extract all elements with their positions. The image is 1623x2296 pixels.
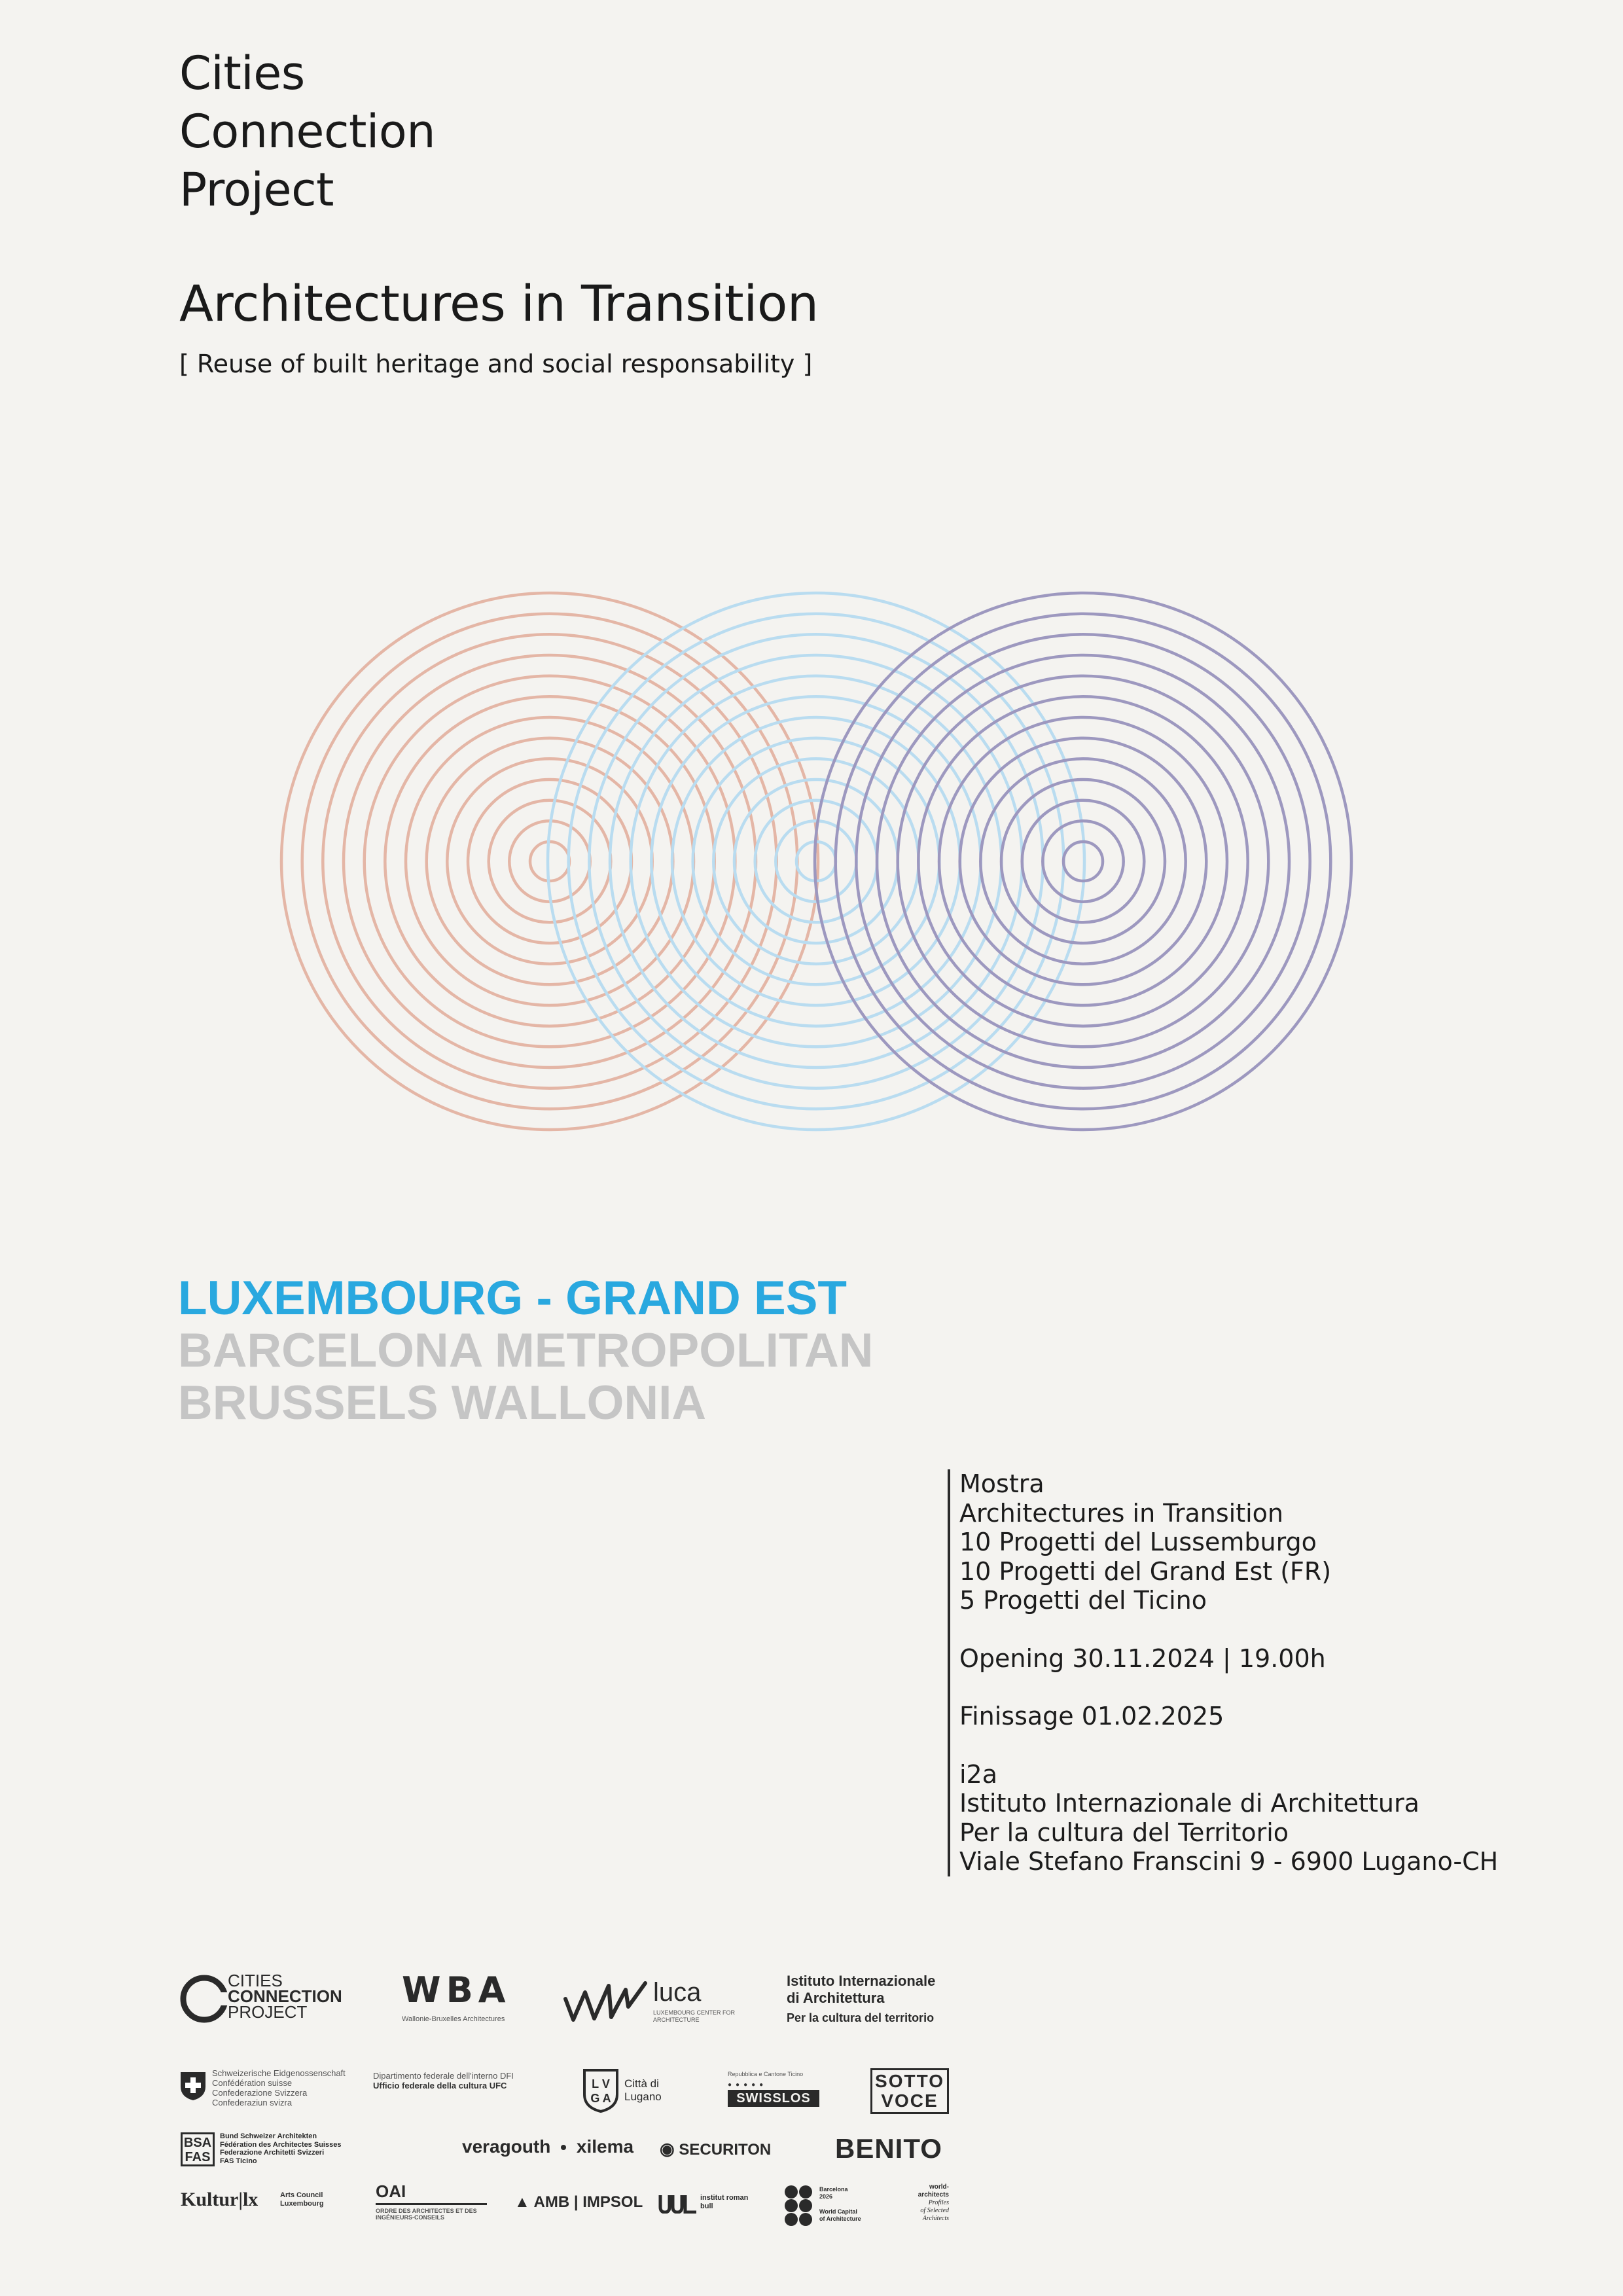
left-ring bbox=[530, 842, 569, 881]
project-title bbox=[179, 45, 435, 219]
oai-wordmark: OAI bbox=[376, 2181, 406, 2201]
securiton-logo bbox=[660, 2139, 771, 2160]
barcelona-line: 2026 bbox=[819, 2193, 833, 2200]
i2a-logo-line: Istituto Internazionale bbox=[787, 1973, 936, 1989]
benito-logo: BENITO bbox=[835, 2133, 942, 2164]
world-architects-logo bbox=[897, 2183, 949, 2223]
venue-line: i2a bbox=[959, 1759, 998, 1789]
ufc-line: Ufficio federale della cultura UFC bbox=[373, 2081, 507, 2090]
roman-bull-label: institut roman bull bbox=[700, 2194, 749, 2210]
concentric-circles-graphic bbox=[0, 576, 1623, 1165]
luca-logo bbox=[563, 1977, 759, 2029]
left-ring bbox=[385, 696, 714, 1026]
cities-connection-project-logo bbox=[179, 1971, 363, 2024]
exhibition-subtitle: [ Reuse of built heritage and social responsability ] bbox=[179, 350, 813, 378]
project-title-line: Connection bbox=[179, 105, 436, 158]
regions-list bbox=[178, 1272, 874, 1429]
arts-council-label: Arts Council Luxembourg bbox=[280, 2191, 324, 2208]
oai-logo bbox=[376, 2182, 493, 2225]
left-ring bbox=[302, 614, 798, 1109]
barcelona-blob-icon bbox=[783, 2185, 815, 2227]
bsa-line: Federazione Architetti Svizzeri bbox=[220, 2149, 325, 2157]
separator-dot bbox=[561, 2145, 566, 2150]
kultur-wordmark: Kultur|lx bbox=[181, 2189, 259, 2210]
roman-bull-mark-icon bbox=[658, 2194, 698, 2214]
ccp-logo-line: CONNECTION bbox=[228, 1986, 342, 2006]
ufc-logo bbox=[373, 2071, 514, 2090]
lugano-logo bbox=[582, 2068, 713, 2114]
world-architects-line: Architects bbox=[922, 2215, 949, 2222]
ufc-line: Dipartimento federale dell'interno DFI bbox=[373, 2071, 514, 2081]
region-barcelona-metropolitan: BARCELONA METROPOLITAN bbox=[178, 1324, 874, 1377]
oai-rule bbox=[376, 2203, 487, 2205]
amb-roof-icon: ▲ bbox=[514, 2193, 530, 2211]
left-ring bbox=[468, 780, 632, 943]
opening-date: Opening 30.11.2024 | 19.00h bbox=[959, 1643, 1326, 1673]
world-architects-line: world- bbox=[929, 2183, 949, 2191]
amb-wordmark: AMB | IMPSOL bbox=[533, 2193, 643, 2211]
svg-text:G A: G A bbox=[590, 2092, 611, 2105]
swiss-line: Confederazione Svizzera bbox=[212, 2088, 308, 2098]
left-ring bbox=[281, 593, 818, 1130]
lugano-label: Città di Lugano bbox=[624, 2077, 662, 2103]
swiss-confederation-logo bbox=[179, 2068, 376, 2114]
left-ring bbox=[427, 738, 673, 985]
bsa-fas-logo bbox=[181, 2132, 377, 2168]
barcelona-line: of Architecture bbox=[819, 2215, 861, 2222]
world-architects-line: of Selected bbox=[920, 2207, 949, 2214]
wba-mark: WBA bbox=[402, 1969, 511, 2011]
veragouth-xilema-logo bbox=[462, 2136, 633, 2157]
bsa-line: FAS Ticino bbox=[220, 2157, 257, 2165]
oai-subtitle: ORDRE DES ARCHITECTES ET DES INGÉNIEURS-CONSEILS bbox=[376, 2208, 477, 2221]
svg-text:L V: L V bbox=[592, 2077, 610, 2090]
wba-logo bbox=[402, 1969, 533, 2026]
swisslos-wordmark: SWISSLOS bbox=[728, 2090, 819, 2107]
securiton-wordmark: SECURITON bbox=[679, 2141, 772, 2159]
world-architects-line: architects bbox=[918, 2191, 949, 2198]
bsa-line: Fédération des Architectes Suisses bbox=[220, 2140, 342, 2149]
info-line: 5 Progetti del Ticino bbox=[959, 1586, 1207, 1615]
barcelona-line: World Capital bbox=[819, 2208, 857, 2215]
amb-impsol-logo bbox=[514, 2193, 643, 2212]
left-ring bbox=[365, 676, 736, 1047]
luca-wordmark: luca bbox=[653, 1978, 702, 2007]
i2a-logo-line: Per la cultura del territorio bbox=[787, 2011, 935, 2024]
left-ring bbox=[323, 634, 776, 1088]
venue-line: Per la cultura del Territorio bbox=[959, 1818, 1289, 1847]
lugano-crest-icon bbox=[582, 2068, 619, 2113]
info-line: Mostra bbox=[959, 1469, 1044, 1498]
swisslos-caption: Repubblica e Cantone Ticino bbox=[728, 2071, 804, 2077]
region-brussels-wallonia: BRUSSELS WALLONIA bbox=[178, 1376, 707, 1429]
swisslos-dots: ●●●●● bbox=[728, 2081, 768, 2089]
world-architects-line: Profiles bbox=[928, 2199, 949, 2206]
swiss-line: Confédération suisse bbox=[212, 2078, 293, 2088]
luca-signature-icon bbox=[563, 1981, 648, 2024]
exhibition-info bbox=[948, 1469, 1498, 1876]
swiss-line: Confederaziun svizra bbox=[212, 2098, 293, 2108]
swiss-line: Schweizerische Eidgenossenschaft bbox=[212, 2068, 346, 2078]
kultur-lx-logo bbox=[181, 2187, 351, 2220]
wba-subtitle: Wallonie-Bruxelles Architectures bbox=[402, 2015, 505, 2023]
veragouth-wordmark: veragouth bbox=[462, 2136, 551, 2157]
i2a-logo-line: di Architettura bbox=[787, 1990, 885, 2006]
i2a-logo bbox=[787, 1973, 935, 2026]
info-line: 10 Progetti del Lussemburgo bbox=[959, 1528, 1317, 1556]
info-line: Architectures in Transition bbox=[959, 1498, 1284, 1528]
sottovoce-logo: SOTTO VOCE bbox=[870, 2068, 949, 2114]
region-luxembourg-grand-est: LUXEMBOURG - GRAND EST bbox=[178, 1272, 847, 1325]
ccp-logo-line: CITIES bbox=[228, 1971, 283, 1990]
venue-line: Istituto Internazionale di Architettura bbox=[959, 1789, 1419, 1818]
luca-subtitle: LUXEMBOURG CENTER FOR ARCHITECTURE bbox=[653, 2009, 736, 2023]
bsa-mark: BSA FAS bbox=[181, 2132, 215, 2166]
swiss-shield-icon bbox=[179, 2071, 207, 2101]
exhibition-title: Architectures in Transition bbox=[179, 274, 819, 332]
roman-bull-logo bbox=[658, 2189, 763, 2221]
venue-address: Viale Stefano Franscini 9 - 6900 Lugano-CH bbox=[959, 1847, 1499, 1876]
project-title-line: Project bbox=[179, 163, 334, 217]
xilema-wordmark: xilema bbox=[576, 2136, 634, 2157]
eye-icon: ◉ bbox=[660, 2139, 675, 2159]
ccp-c-icon bbox=[179, 1974, 229, 2024]
ccp-logo-line: PROJECT bbox=[228, 2002, 308, 2022]
barcelona-2026-logo bbox=[783, 2185, 887, 2228]
project-title-line: Cities bbox=[179, 46, 305, 100]
bsa-line: Bund Schweizer Architekten bbox=[220, 2132, 317, 2140]
swisslos-logo bbox=[728, 2071, 819, 2114]
info-line: 10 Progetti del Grand Est (FR) bbox=[959, 1556, 1332, 1586]
finissage-date: Finissage 01.02.2025 bbox=[959, 1702, 1224, 1731]
barcelona-line: Barcelona bbox=[819, 2186, 848, 2193]
